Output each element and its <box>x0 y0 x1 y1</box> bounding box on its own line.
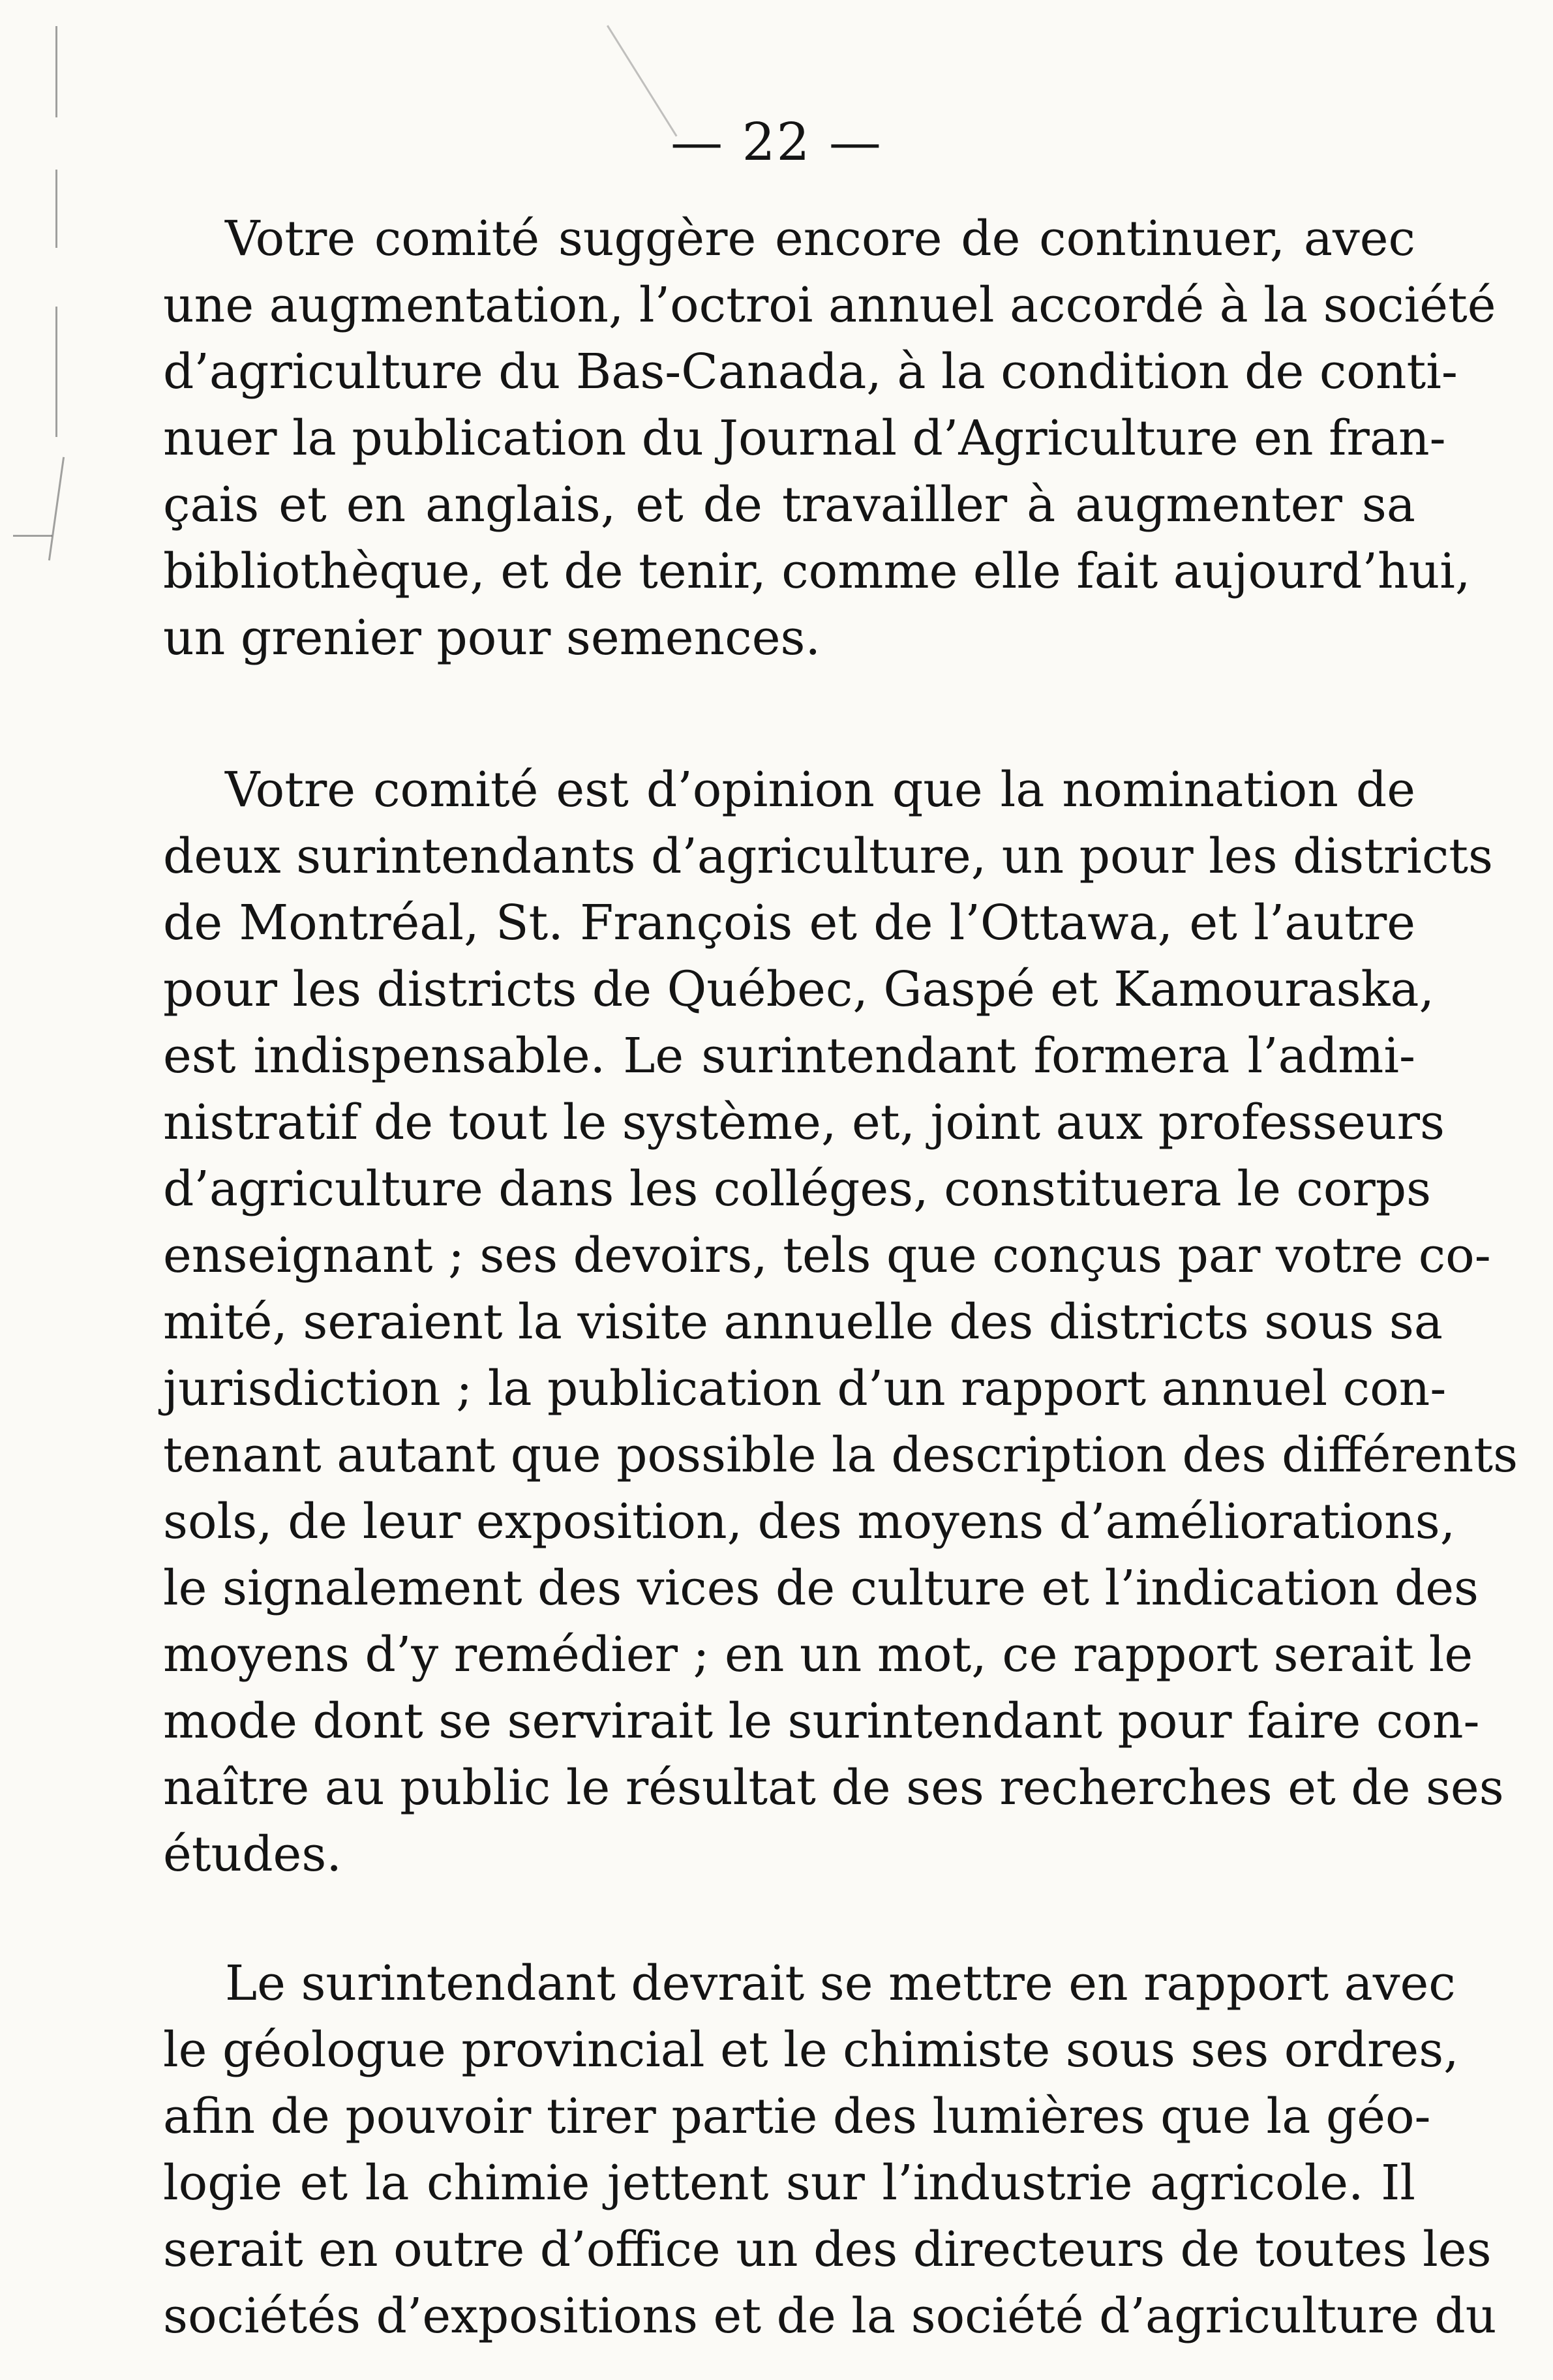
text-line: enseignant ; ses devoirs, tels que conçus par votre co- <box>163 1228 1491 1284</box>
text-line: études. <box>163 1826 342 1882</box>
scan-margin-mark <box>55 307 57 437</box>
text-line: serait en outre d’office un des directeurs de toutes les <box>163 2222 1492 2278</box>
text-line: çais et en anglais, et de travailler à augmenter sa <box>163 477 1415 533</box>
text-line: d’agriculture dans les colléges, constituera le corps <box>163 1161 1432 1217</box>
text-line: bibliothèque, et de tenir, comme elle fait aujourd’hui, <box>163 543 1471 599</box>
paragraph-3 <box>163 1950 1497 2349</box>
text-line: mité, seraient la visite annuelle des districts sous sa <box>163 1294 1443 1350</box>
text-line: de Montréal, St. François et de l’Ottawa, et l’autre <box>163 895 1415 951</box>
text-line: mode dont se servirait le surintendant pour faire con- <box>163 1693 1480 1749</box>
scan-margin-mark <box>55 170 57 248</box>
scan-margin-mark <box>13 535 52 537</box>
scan-margin-mark <box>48 457 65 561</box>
text-line: sociétés d’expositions et de la société d’agriculture du <box>163 2288 1497 2344</box>
page-number: — 22 — <box>671 112 882 172</box>
paragraph-2 <box>163 757 1518 1888</box>
text-line: afin de pouvoir tirer partie des lumières que la géo- <box>163 2088 1431 2145</box>
text-line: sols, de leur exposition, des moyens d’améliorations, <box>163 1494 1456 1550</box>
text-line: nistratif de tout le système, et, joint aux professeurs <box>163 1094 1445 1151</box>
paragraph-1 <box>163 205 1496 671</box>
text-line: tenant autant que possible la description des différents <box>163 1427 1518 1483</box>
text-line: jurisdiction ; la publication d’un rapport annuel con- <box>163 1361 1447 1417</box>
scan-margin-mark <box>55 26 57 117</box>
text-line: naître au public le résultat de ses recherches et de ses <box>163 1760 1504 1816</box>
text-line: le signalement des vices de culture et l’indication des <box>163 1560 1479 1616</box>
text-line: le géologue provincial et le chimiste sous ses ordres, <box>163 2022 1459 2078</box>
text-line: deux surintendants d’agriculture, un pour les districts <box>163 828 1494 884</box>
text-line: logie et la chimie jettent sur l’industrie agricole. Il <box>163 2155 1415 2211</box>
text-line: d’agriculture du Bas-Canada, à la condition de conti- <box>163 344 1458 400</box>
text-line: moyens d’y remédier ; en un mot, ce rapport serait le <box>163 1627 1473 1683</box>
text-line: Votre comité est d’opinion que la nomination de <box>225 762 1415 818</box>
text-line: Votre comité suggère encore de continuer, avec <box>225 211 1415 267</box>
text-line: une augmentation, l’octroi annuel accordé à la société <box>163 277 1496 333</box>
text-line: nuer la publication du Journal d’Agriculture en fran- <box>163 410 1446 466</box>
text-line: est indispensable. Le surintendant formera l’admi- <box>163 1028 1415 1084</box>
text-line: Le surintendant devrait se mettre en rapport avec <box>225 1955 1456 2011</box>
text-line: un grenier pour semences. <box>163 610 821 666</box>
text-line: pour les districts de Québec, Gaspé et Kamouraska, <box>163 961 1435 1017</box>
